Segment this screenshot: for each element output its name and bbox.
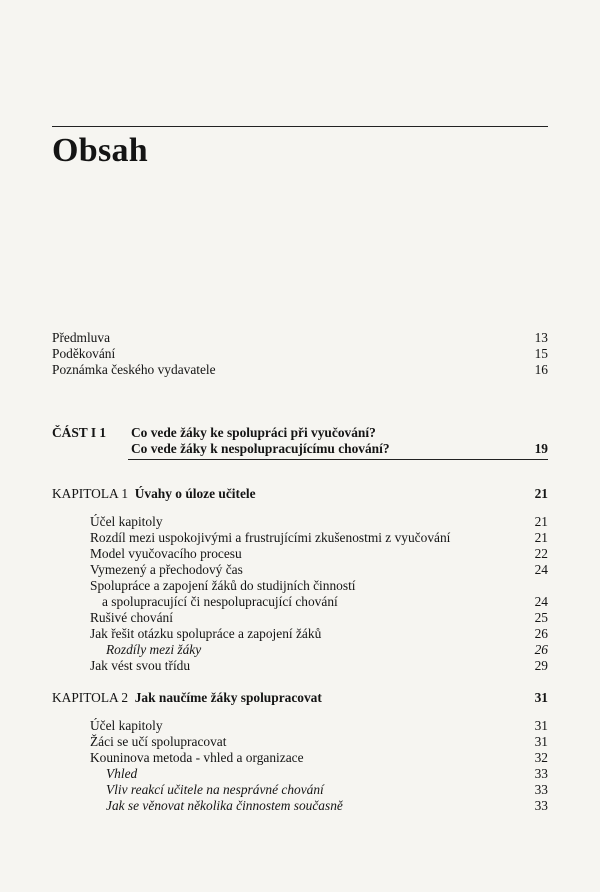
toc-entry-page: 21 bbox=[534, 530, 548, 545]
toc-entry-page: 26 bbox=[534, 642, 548, 657]
chapter-title: Jak naučíme žáky spolupracovat bbox=[134, 690, 322, 705]
toc-entry-page: 16 bbox=[534, 362, 548, 377]
toc-entry-label: Model vyučovacího procesu bbox=[90, 546, 242, 561]
toc-entry-page: 15 bbox=[534, 346, 548, 361]
top-rule bbox=[52, 126, 548, 127]
chapter-title: Úvahy o úloze učitele bbox=[134, 486, 256, 501]
toc-entry-page: 31 bbox=[534, 734, 548, 749]
toc-entry-page: 26 bbox=[534, 626, 548, 641]
toc-entry-label: Účel kapitoly bbox=[90, 718, 163, 733]
part-rule bbox=[128, 459, 548, 460]
part-number: 1 bbox=[99, 425, 107, 440]
toc-entry-page: 22 bbox=[534, 546, 548, 561]
toc-entry-label: Poznámka českého vydavatele bbox=[52, 362, 216, 377]
toc-entry-page: 13 bbox=[534, 330, 548, 345]
part-title-line1: Co vede žáky ke spolupráci při vyučování? bbox=[131, 425, 376, 440]
toc-entry-page: 33 bbox=[534, 782, 548, 797]
toc-entry-label: Rozdíly mezi žáky bbox=[106, 642, 202, 657]
toc-entry-page: 33 bbox=[534, 766, 548, 781]
toc-entry-page: 25 bbox=[534, 610, 548, 625]
toc-entry-label: Vhled bbox=[106, 766, 138, 781]
part-page: 19 bbox=[534, 441, 548, 456]
toc-entry-page: 33 bbox=[534, 798, 548, 813]
page-title: Obsah bbox=[52, 132, 148, 169]
toc-entry-page: 29 bbox=[534, 658, 548, 673]
toc-entry-label: a spolupracující či nespolupracující chování bbox=[102, 594, 338, 609]
part-title-line2: Co vede žáky k nespolupracujícímu chování? bbox=[131, 441, 390, 456]
toc-entry-page: 32 bbox=[534, 750, 548, 765]
toc-entry-label: Jak vést svou třídu bbox=[90, 658, 191, 673]
chapter-label: KAPITOLA 2 bbox=[52, 690, 129, 705]
toc-entry-page: 24 bbox=[534, 562, 548, 577]
toc-entry-label: Vymezený a přechodový čas bbox=[90, 562, 243, 577]
toc-entry-label: Účel kapitoly bbox=[90, 514, 163, 529]
toc-entry-label: Jak řešit otázku spolupráce a zapojení žáků bbox=[90, 626, 322, 641]
toc-entry-label: Spolupráce a zapojení žáků do studijních činností bbox=[90, 578, 356, 593]
toc-entry-page: 21 bbox=[534, 514, 548, 529]
chapter-label: KAPITOLA 1 bbox=[52, 486, 129, 501]
toc-entry-label: Kouninova metoda - vhled a organizace bbox=[90, 750, 304, 765]
toc-entry-page: 24 bbox=[534, 594, 548, 609]
toc-entry-label: Žáci se učí spolupracovat bbox=[90, 734, 227, 749]
toc-entry-label: Jak se věnovat několika činnostem současně bbox=[106, 798, 343, 813]
toc-entry-page: 31 bbox=[534, 718, 548, 733]
toc-entry-label: Předmluva bbox=[52, 330, 111, 345]
toc-entry-label: Rušivé chování bbox=[90, 610, 173, 625]
chapter-page: 31 bbox=[534, 690, 548, 705]
part-label: ČÁST I bbox=[52, 425, 97, 440]
toc-entry-label: Rozdíl mezi uspokojivými a frustrujícími zkušenostmi z vyučování bbox=[90, 530, 451, 545]
toc-entry-label: Poděkování bbox=[52, 346, 116, 361]
chapter-page: 21 bbox=[534, 486, 548, 501]
toc-entry-label: Vliv reakcí učitele na nesprávné chování bbox=[106, 782, 324, 797]
